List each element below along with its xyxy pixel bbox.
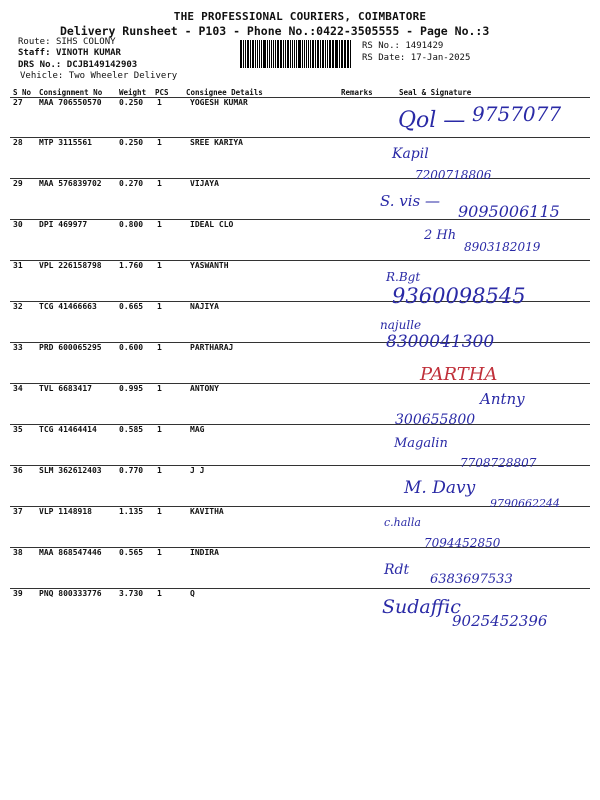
cell-consignment: TCG 41464414 (39, 425, 97, 434)
cell-weight: 0.250 (119, 98, 144, 107)
cell-weight: 1.135 (119, 507, 144, 516)
cell-pcs: 1 (157, 548, 162, 557)
cell-pcs: 1 (157, 589, 162, 598)
barcode (240, 40, 352, 68)
handwritten-phone: 7708728807 (460, 456, 537, 470)
barcode-bar (304, 40, 305, 68)
cell-consignee: VIJAYA (190, 179, 219, 188)
cell-weight: 0.600 (119, 343, 144, 352)
signature-scribble: Magalin (394, 436, 448, 451)
route-line (18, 37, 116, 47)
handwritten-phone: 9790662244 (490, 497, 560, 510)
runsheet-subtitle: Delivery Runsheet - P103 - Phone No.:0422-3505555 - Page No.:3 (60, 24, 490, 38)
barcode-bar (296, 40, 297, 68)
route-value: SIHS COLONY (55, 37, 116, 47)
row-divider (10, 424, 590, 425)
cell-weight: 0.565 (119, 548, 144, 557)
barcode-bar (302, 40, 303, 68)
barcode-bar (339, 40, 340, 68)
cell-weight: 0.665 (119, 302, 144, 311)
barcode-bar (320, 40, 321, 68)
cell-consignee: Q (190, 589, 195, 598)
handwritten-phone: 8903182019 (464, 240, 541, 254)
cell-pcs: 1 (157, 179, 162, 188)
cell-sno: 32 (13, 302, 23, 311)
barcode-bar (275, 40, 276, 68)
handwritten-phone: 9757077 (472, 102, 562, 126)
barcode-bar (240, 40, 242, 68)
row-divider (10, 137, 590, 138)
cell-sno: 27 (13, 98, 23, 107)
barcode-bar (285, 40, 286, 68)
barcode-bar (333, 40, 334, 68)
company-title: THE PROFESSIONAL COURIERS, COIMBATORE (173, 10, 427, 23)
signature-scribble: Qol — (398, 108, 466, 133)
col-sno: S No (13, 88, 32, 97)
cell-weight: 3.730 (119, 589, 144, 598)
cell-consignee: IDEAL CLO (190, 220, 234, 229)
cell-consignment: SLM 362612403 (39, 466, 102, 475)
barcode-bar (310, 40, 311, 68)
barcode-bar (294, 40, 296, 68)
cell-sno: 34 (13, 384, 23, 393)
cell-consignee: J J (190, 466, 205, 475)
signature-scribble: najulle (380, 318, 422, 332)
drs-value: DCJB149142903 (66, 60, 138, 70)
col-consignee: Consignee Details (186, 88, 263, 97)
signature-scribble: R.Bgt (386, 270, 421, 284)
drs-label: DRS No.: (18, 60, 62, 70)
handwritten-phone: 9360098545 (392, 284, 526, 308)
signature-scribble: Sudaffic (382, 596, 461, 618)
barcode-bar (287, 40, 289, 68)
cell-pcs: 1 (157, 138, 162, 147)
cell-pcs: 1 (157, 343, 162, 352)
barcode-bar (298, 40, 301, 68)
barcode-bar (308, 40, 309, 68)
cell-sno: 33 (13, 343, 23, 352)
signature-scribble: Rdt (384, 562, 410, 578)
cell-pcs: 1 (157, 302, 162, 311)
signature-scribble: M. Davy (404, 478, 476, 498)
cell-consignee: NAJIYA (190, 302, 219, 311)
barcode-bar (306, 40, 308, 68)
barcode-bar (329, 40, 331, 68)
cell-weight: 0.770 (119, 466, 144, 475)
cell-pcs: 1 (157, 466, 162, 475)
route-label: Route: (18, 37, 51, 47)
cell-consignment: PRD 600065295 (39, 343, 102, 352)
cell-consignee: YASWANTH (190, 261, 229, 270)
barcode-bar (350, 40, 351, 68)
cell-pcs: 1 (157, 98, 162, 107)
handwritten-phone: 6383697533 (430, 572, 513, 587)
col-remarks: Remarks (341, 88, 373, 97)
barcode-bar (347, 40, 349, 68)
drs-line (18, 60, 137, 70)
signature-scribble: Kapil (392, 146, 429, 162)
barcode-bar (345, 40, 346, 68)
row-divider (10, 383, 590, 384)
cell-consignee: ANTONY (190, 384, 219, 393)
col-consignment: Consignment No (39, 88, 103, 97)
barcode-bar (332, 40, 333, 68)
handwritten-phone: 300655800 (395, 412, 476, 428)
signature-scribble: 2 Hh (424, 228, 457, 243)
signature-scribble: c.halla (384, 516, 421, 529)
cell-consignee: KAVITHA (190, 507, 224, 516)
rs-no-label: RS No.: (362, 41, 400, 51)
cell-weight: 0.250 (119, 138, 144, 147)
staff-label: Staff: (18, 48, 51, 58)
cell-sno: 35 (13, 425, 23, 434)
barcode-bar (247, 40, 250, 68)
handwritten-phone: 9095006115 (458, 202, 560, 221)
handwritten-phone: 9025452396 (452, 612, 548, 630)
cell-sno: 36 (13, 466, 23, 475)
barcode-bar (327, 40, 328, 68)
rs-date-label: RS Date: (362, 53, 406, 63)
cell-sno: 38 (13, 548, 23, 557)
cell-consignment: VLP 1148918 (39, 507, 92, 516)
col-seal: Seal & Signature (399, 88, 472, 97)
barcode-bar (269, 40, 270, 68)
barcode-bar (312, 40, 314, 68)
col-weight: Weight (119, 88, 147, 97)
barcode-bar (292, 40, 293, 68)
cell-consignment: DPI 469977 (39, 220, 88, 229)
cell-consignment: PNQ 800333776 (39, 589, 102, 598)
barcode-bar (317, 40, 320, 68)
barcode-bar (280, 40, 283, 68)
vehicle-value: Two Wheeler Delivery (68, 71, 178, 81)
cell-sno: 37 (13, 507, 23, 516)
barcode-bar (315, 40, 316, 68)
barcode-bar (259, 40, 261, 68)
cell-consignee: MAG (190, 425, 205, 434)
cell-weight: 0.995 (119, 384, 144, 393)
vehicle-line (20, 71, 177, 81)
barcode-bar (290, 40, 291, 68)
cell-weight: 0.585 (119, 425, 144, 434)
cell-consignee: PARTHARAJ (190, 343, 234, 352)
vehicle-label: Vehicle: (20, 71, 64, 81)
barcode-bar (252, 40, 254, 68)
staff-line (18, 48, 121, 58)
barcode-bar (277, 40, 279, 68)
barcode-bar (322, 40, 324, 68)
barcode-bar (273, 40, 274, 68)
handwritten-phone: 7094452850 (424, 536, 501, 550)
barcode-bar (271, 40, 273, 68)
barcode-bar (325, 40, 326, 68)
rs-no-value: 1491429 (405, 41, 444, 51)
cell-consignment: MAA 706550570 (39, 98, 102, 107)
cell-sno: 31 (13, 261, 23, 270)
cell-consignee: YOGESH KUMAR (190, 98, 248, 107)
cell-consignment: MAA 868547446 (39, 548, 102, 557)
barcode-bar (261, 40, 262, 68)
handwritten-phone: 8300041300 (386, 332, 495, 352)
barcode-bar (344, 40, 345, 68)
rs-no-line (362, 41, 443, 51)
cell-pcs: 1 (157, 220, 162, 229)
rs-date-value: 17-Jan-2025 (410, 53, 471, 63)
staff-value: VINOTH KUMAR (55, 48, 121, 58)
signature-scribble: PARTHA (420, 364, 498, 385)
rs-date-line (362, 53, 470, 63)
cell-consignment: TCG 41466663 (39, 302, 97, 311)
cell-weight: 0.800 (119, 220, 144, 229)
cell-sno: 28 (13, 138, 23, 147)
barcode-bar (243, 40, 244, 68)
barcode-bar (341, 40, 343, 68)
cell-consignment: MTP 3115561 (39, 138, 92, 147)
cell-consignment: MAA 576839702 (39, 179, 102, 188)
barcode-bar (283, 40, 284, 68)
barcode-bar (250, 40, 251, 68)
signature-scribble: S. vis — (380, 192, 441, 210)
cell-sno: 29 (13, 179, 23, 188)
handwritten-phone: 7200718806 (415, 168, 492, 182)
barcode-bar (255, 40, 256, 68)
barcode-bar (335, 40, 338, 68)
cell-weight: 1.760 (119, 261, 144, 270)
cell-pcs: 1 (157, 384, 162, 393)
barcode-bar (263, 40, 266, 68)
cell-weight: 0.270 (119, 179, 144, 188)
barcode-bar (257, 40, 258, 68)
cell-consignee: SREE KARIYA (190, 138, 243, 147)
cell-consignment: TVL 6683417 (39, 384, 92, 393)
cell-consignee: INDIRA (190, 548, 219, 557)
signature-scribble: Antny (480, 390, 525, 408)
cell-pcs: 1 (157, 261, 162, 270)
cell-sno: 30 (13, 220, 23, 229)
cell-sno: 39 (13, 589, 23, 598)
cell-consignment: VPL 226158798 (39, 261, 102, 270)
col-pcs: PCS (155, 88, 169, 97)
barcode-bar (245, 40, 246, 68)
barcode-bar (267, 40, 268, 68)
cell-pcs: 1 (157, 507, 162, 516)
cell-pcs: 1 (157, 425, 162, 434)
